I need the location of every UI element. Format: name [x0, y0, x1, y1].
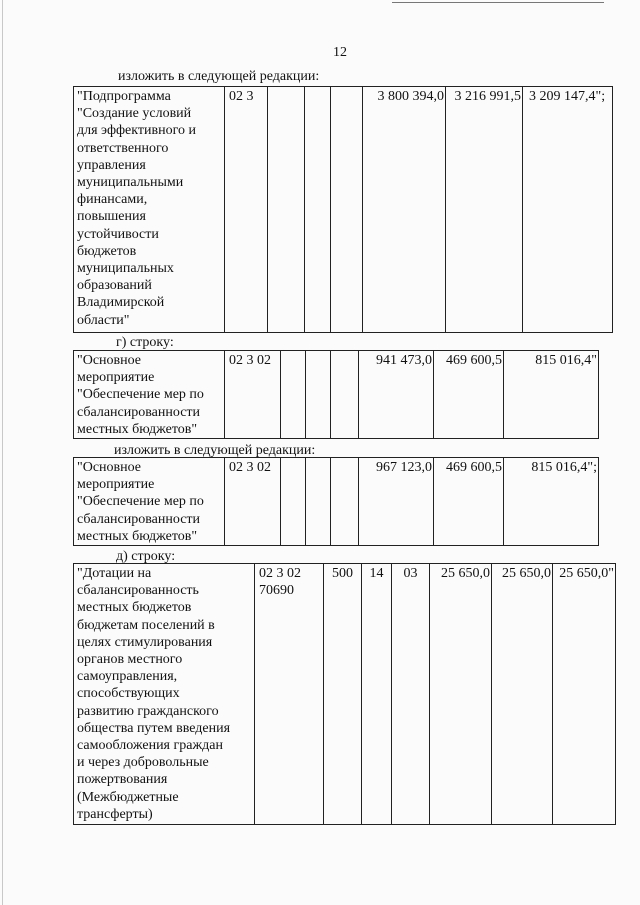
- text-line: муниципальных: [77, 261, 174, 277]
- text-line: муниципальными: [77, 175, 184, 191]
- caption-row-g: г) строку:: [116, 335, 174, 350]
- text-line: и через добровольные: [77, 755, 209, 771]
- page-number: 12: [333, 45, 347, 60]
- value-2-cell: 469 600,5: [434, 458, 504, 546]
- top-rule: [392, 2, 604, 3]
- text-line: "Создание условий: [77, 106, 192, 122]
- col3-cell: 500: [324, 564, 362, 825]
- caption-replace-1: изложить в следующей редакции:: [118, 69, 320, 84]
- value-3-cell: 25 650,0": [553, 564, 616, 825]
- value-3-cell: 815 016,4": [504, 351, 599, 439]
- text-line: местных бюджетов: [77, 600, 192, 616]
- col3-cell: [281, 458, 306, 546]
- col5-cell: [331, 351, 359, 439]
- text-line: сбалансированности: [77, 404, 201, 420]
- text-line: способствующих: [77, 686, 180, 702]
- text-line: развитию гражданского: [77, 703, 219, 719]
- value-3-cell: 815 016,4";: [504, 458, 599, 546]
- text-line: "Основное: [77, 460, 142, 475]
- col3-cell: [281, 351, 306, 439]
- text-line: "Обеспечение мер по: [77, 494, 204, 510]
- col4-cell: [306, 458, 331, 546]
- col4-cell: [305, 87, 331, 333]
- code-cell: [255, 564, 324, 825]
- text-line: 70690: [259, 583, 294, 599]
- code-cell: 02 3 02: [225, 458, 281, 546]
- text-line: 02 3 02: [259, 566, 301, 581]
- text-line: сбалансированность: [77, 583, 199, 599]
- value-2-cell: 469 600,5: [434, 351, 504, 439]
- table-grants: [73, 563, 616, 825]
- text-line: самообложения граждан: [77, 738, 223, 754]
- col5-cell: [331, 87, 363, 333]
- row-name-cell: [74, 458, 225, 546]
- text-line: местных бюджетов": [77, 421, 198, 437]
- text-line: трансферты): [77, 806, 153, 822]
- caption-row-d: д) строку:: [116, 549, 176, 564]
- col3-cell: [268, 87, 305, 333]
- text-line: "Подпрограмма: [77, 89, 171, 104]
- text-line: пожертвования: [77, 772, 168, 788]
- value-2-cell: 3 216 991,5: [446, 87, 523, 333]
- text-line: повышения: [77, 209, 146, 225]
- text-line: образований: [77, 278, 152, 294]
- text-line: ответственного: [77, 140, 169, 156]
- text-line: общества путем введения: [77, 720, 231, 736]
- table-row: [74, 87, 613, 333]
- text-line: самоуправления,: [77, 669, 178, 685]
- table-subprogram-new: [73, 86, 613, 333]
- row-name-cell: [74, 87, 225, 333]
- col5-cell: [331, 458, 359, 546]
- text-line: для эффективного и: [77, 123, 196, 139]
- text-line: местных бюджетов": [77, 528, 198, 544]
- row-name-cell: [74, 564, 255, 825]
- value-1-cell: 25 650,0: [430, 564, 492, 825]
- text-line: "Дотации на: [77, 566, 152, 581]
- text-line: устойчивости: [77, 226, 159, 242]
- caption-replace-2: изложить в следующей редакции:: [114, 443, 316, 458]
- table-row: [74, 458, 599, 546]
- code-cell: 02 3: [225, 87, 268, 333]
- table-main-measure-old: [73, 350, 599, 439]
- col4-cell: 14: [362, 564, 392, 825]
- text-line: "Основное: [77, 353, 142, 368]
- col4-cell: [306, 351, 331, 439]
- code-cell: 02 3 02: [225, 351, 281, 439]
- scan-left-edge: [2, 0, 3, 905]
- text-line: мероприятие: [77, 370, 155, 386]
- value-1-cell: 941 473,0: [359, 351, 434, 439]
- table-row: [74, 351, 599, 439]
- value-3-cell: 3 209 147,4";: [523, 87, 613, 333]
- text-line: области": [77, 312, 130, 328]
- table-main-measure-new: [73, 457, 599, 546]
- table-row: [74, 564, 616, 825]
- col5-cell: 03: [392, 564, 430, 825]
- text-line: органов местного: [77, 652, 183, 668]
- text-line: (Межбюджетные: [77, 789, 179, 805]
- row-name-cell: [74, 351, 225, 439]
- text-line: финансами,: [77, 192, 148, 208]
- text-line: бюджетам поселений в: [77, 617, 215, 633]
- text-line: "Обеспечение мер по: [77, 387, 204, 403]
- text-line: Владимирской: [77, 295, 165, 311]
- value-1-cell: 967 123,0: [359, 458, 434, 546]
- text-line: мероприятие: [77, 477, 155, 493]
- text-line: бюджетов: [77, 243, 137, 259]
- value-2-cell: 25 650,0: [492, 564, 553, 825]
- text-line: управления: [77, 157, 146, 173]
- text-line: целях стимулирования: [77, 634, 213, 650]
- value-1-cell: 3 800 394,0: [363, 87, 446, 333]
- text-line: сбалансированности: [77, 511, 201, 527]
